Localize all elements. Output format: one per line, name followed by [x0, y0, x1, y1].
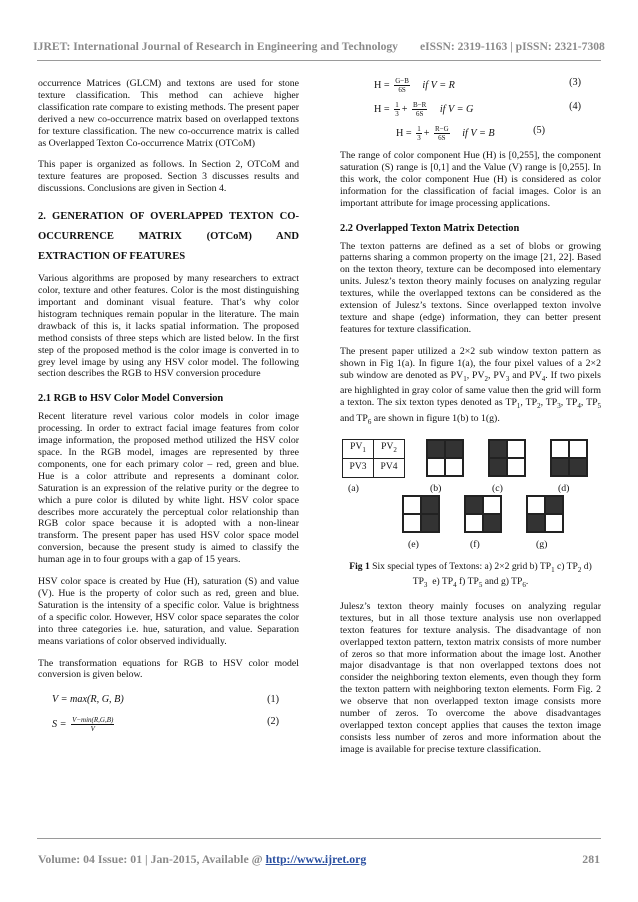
running-footer: [38, 852, 600, 867]
fraction: [416, 125, 422, 142]
texton-tp2: [488, 439, 526, 477]
journal-url-link[interactable]: http://www.ijret.org: [265, 852, 367, 866]
numerator: 1: [395, 101, 399, 109]
pixel-pv2: $PV_2$: [374, 440, 405, 459]
paragraph: This paper is organized as follows. In Section 2, OTCoM and texture features are proposed. Section 3 discusses results and discussions. Conclusions are given in Section 4.: [38, 159, 299, 195]
texton-tp1: [426, 439, 464, 477]
texton-tp3: [550, 439, 588, 477]
equation-5: H = $\frac{1}{3}$ + $\frac{R-G}{6S}$ if V = B (5): [396, 125, 545, 142]
pixel-pv4: PV4: [374, 459, 405, 478]
equation-lhs: H =: [374, 103, 390, 115]
denominator: 6S: [415, 110, 424, 118]
pixel-pv1: $PV_1$: [343, 440, 374, 459]
paragraph: The texton patterns are defined as a set of blobs or growing patterns sharing a common property on the image [21, 22]. Based on the texton theory, texture can be decomposed into elementary units. Julesz’s texton theory mainly focuses on analyzing regular textures, while the overlapped textons can be considered as the extension of Julesz’s textons. Since overlapped texton involve texture and shape (edge) information, they can better present features for texture classification.: [340, 240, 601, 335]
numerator: R−G: [435, 125, 449, 133]
journal-name: IJRET: International Journal of Research in Engineering and Technology: [33, 40, 398, 53]
header-rule: [37, 60, 601, 61]
fraction: [394, 101, 400, 118]
fig-label-f: (f): [470, 539, 480, 551]
pixel-pv3: PV3: [343, 459, 374, 478]
paragraph: Julesz’s texton theory mainly focuses on analyzing regular textures, but in all those texture analysis use non overlapped texton features for texture analysis. The disadvantage of non overlapped texton pattern, texton matrix consists of more number of zeros so that more information about the image lost. Another major disadvantage is that non overlapped textons does not consider the neighboring texton elements, even though they form the texton pattern with neighboring texton elements. Form Fig. 2 we observe that non overlapped texton image consists more number of zeros. To overcome the above disadvantages overlapped texton concept applies that causes the texton image consists less number of zeros and more information about the image is available for precise texture classification.: [340, 600, 601, 755]
equation-3: [340, 74, 601, 98]
right-column: [340, 74, 601, 766]
equation-condition: if V = R: [422, 79, 455, 91]
issn: eISSN: 2319-1163 | pISSN: 2321-7308: [419, 40, 605, 53]
section-heading-2-2: 2.2 Overlapped Texton Matrix Detection: [340, 222, 520, 234]
figure-1: [340, 439, 601, 557]
equation-1: [38, 691, 299, 713]
denominator: 3: [395, 110, 399, 118]
fraction: [394, 77, 410, 94]
paragraph: occurrence Matrices (GLCM) and textons are used for stone texture classification. This method can achieve higher classification rate compare to existing methods. The present paper derived a new co-occurrence matrix based on overlapped textons for texture classification. The new co-occurrence matrix is called as Overlapped Texton Co-occurrence Matrix (OTCoM): [38, 78, 299, 149]
equation-number: (1): [267, 694, 279, 706]
footer-rule: [37, 838, 601, 839]
fraction: [412, 101, 427, 118]
paragraph: HSV color space is created by Hue (H), saturation (S) and value (V). Hue is the property of color such as red, green and blue. Saturation is the intensity of a specific color. Value is brightness of a specific color. However, HSV color space separates the color into three categories i.e. hue, saturation, and value. Separation means variations of color observed individually.: [38, 576, 299, 647]
paragraph: The present paper utilized a 2×2 sub window texton pattern as shown in Fig 1(a). In figure 1(a), the four pixel values of a 2×2 sub window are denoted as $PV_1$, $PV_2$, $PV_3$ and $PV_4$. If two pixels are highlighted in gray color of same value then the grid will form a texton. The six texton types denoted as $TP_1$, $TP_2$, $TP_3$, $TP_4$, $TP_5$ and $TP_6$ are shown in figure 1(b) to 1(g).: [340, 345, 602, 427]
equation-condition: if V = B: [462, 127, 495, 139]
pixel-grid: [342, 439, 405, 478]
denominator: 6S: [438, 134, 446, 142]
numerator: G−B: [395, 77, 409, 85]
equation-number: (4): [569, 101, 581, 112]
equation-condition: if V = G: [439, 103, 474, 115]
equation-number: (3): [569, 77, 581, 88]
fig-label-c: (c): [492, 483, 503, 495]
paragraph: Recent literature revel various color models in color image processing. In order to extract facial image features from color image information, the proposed method utilized the HSV color space. In the RGB model, images are represented by three components, one for each primary color – red, green and blue. Hue is a color attribute and represents a dominant color. Saturation is an expression of the relative purity or the degree to which a pure color is diluted by white light. HSV color space describes more accurately the perceptual color relationship than RGB color space because it is adopted with a non-linear transform. The present paper has used HSV color space model conversion, because the present study is aimed to classify the human age in to four groups with a gap of 15 years.: [38, 411, 299, 566]
numerator: 1: [417, 125, 421, 133]
equation-text: V = max(R, G, B): [52, 694, 124, 706]
paragraph: Various algorithms are proposed by many researchers to extract color, texture and other features. Color is the most distinguishing important and dominant visual feature. That’s why color histogram techniques remain popular in the literature. The main drawback of this is, it lacks spatial information. The proposed method consists of three steps which are listed below. In the first step of the proposed method is the color image is converted in to grey level image by using any HSV color model. The following section describes the RGB to HSV conversion procedure: [38, 273, 299, 380]
fig-label-a: (a): [348, 483, 359, 495]
denominator: 6S: [398, 86, 406, 94]
page-number: 281: [582, 852, 600, 866]
equation-lhs: S =: [52, 719, 67, 731]
texton-tp5: [464, 495, 502, 533]
fig-label-g: (g): [536, 539, 548, 551]
volume-info: Volume: 04 Issue: 01 | Jan-2015, Available @: [38, 852, 266, 866]
equation-lhs: H =: [396, 127, 412, 139]
equation-4: H = $\frac{1}{3}$ + $\frac{B-R}{6S}$ if V = G (4): [374, 101, 581, 118]
equation-number: (5): [533, 125, 545, 136]
paragraph: The range of color component Hue (H) is [0,255], the component saturation (S) range is [0,1] and the Value (V) range is [0,255]. In this work, the color component Hue (H) is considered as color information for the classification of facial images. Color is an important attribute for image processing applications.: [340, 150, 601, 209]
fig-label-d: (d): [558, 483, 570, 495]
equation-lhs: H =: [374, 79, 390, 91]
denominator: 3: [417, 134, 421, 142]
numerator: V−min(R,G,B): [72, 716, 114, 725]
running-header: [0, 40, 638, 53]
section-heading-2: 2. GENERATION OF OVERLAPPED TEXTON CO-OCCURRENCE MATRIX (OTCoM) AND EXTRACTION OF FEATURES: [38, 211, 299, 263]
left-column: [38, 78, 299, 739]
fig-label-b: (b): [430, 483, 442, 495]
paragraph: The transformation equations for RGB to HSV color model conversion is given below.: [38, 657, 299, 681]
texton-tp4: [402, 495, 440, 533]
fraction: [434, 125, 450, 142]
section-heading-2-1: 2.1 RGB to HSV Color Model Conversion: [38, 393, 224, 405]
texton-tp6: [526, 495, 564, 533]
figure-caption: Fig 1 Six special types of Textons: a) 2×2 grid b) $TP_1$ c) $TP_2$ d) $TP_3$ e) $TP_4$ f) $TP_5$ and g) $TP_6$.: [349, 561, 592, 589]
fraction: [71, 716, 114, 733]
caption-label: Fig 1: [349, 561, 370, 573]
numerator: B−R: [413, 101, 427, 109]
equation-number: (2): [267, 716, 279, 728]
denominator: V: [90, 725, 95, 734]
fig-label-e: (e): [408, 539, 419, 551]
equation-2: [38, 713, 299, 739]
